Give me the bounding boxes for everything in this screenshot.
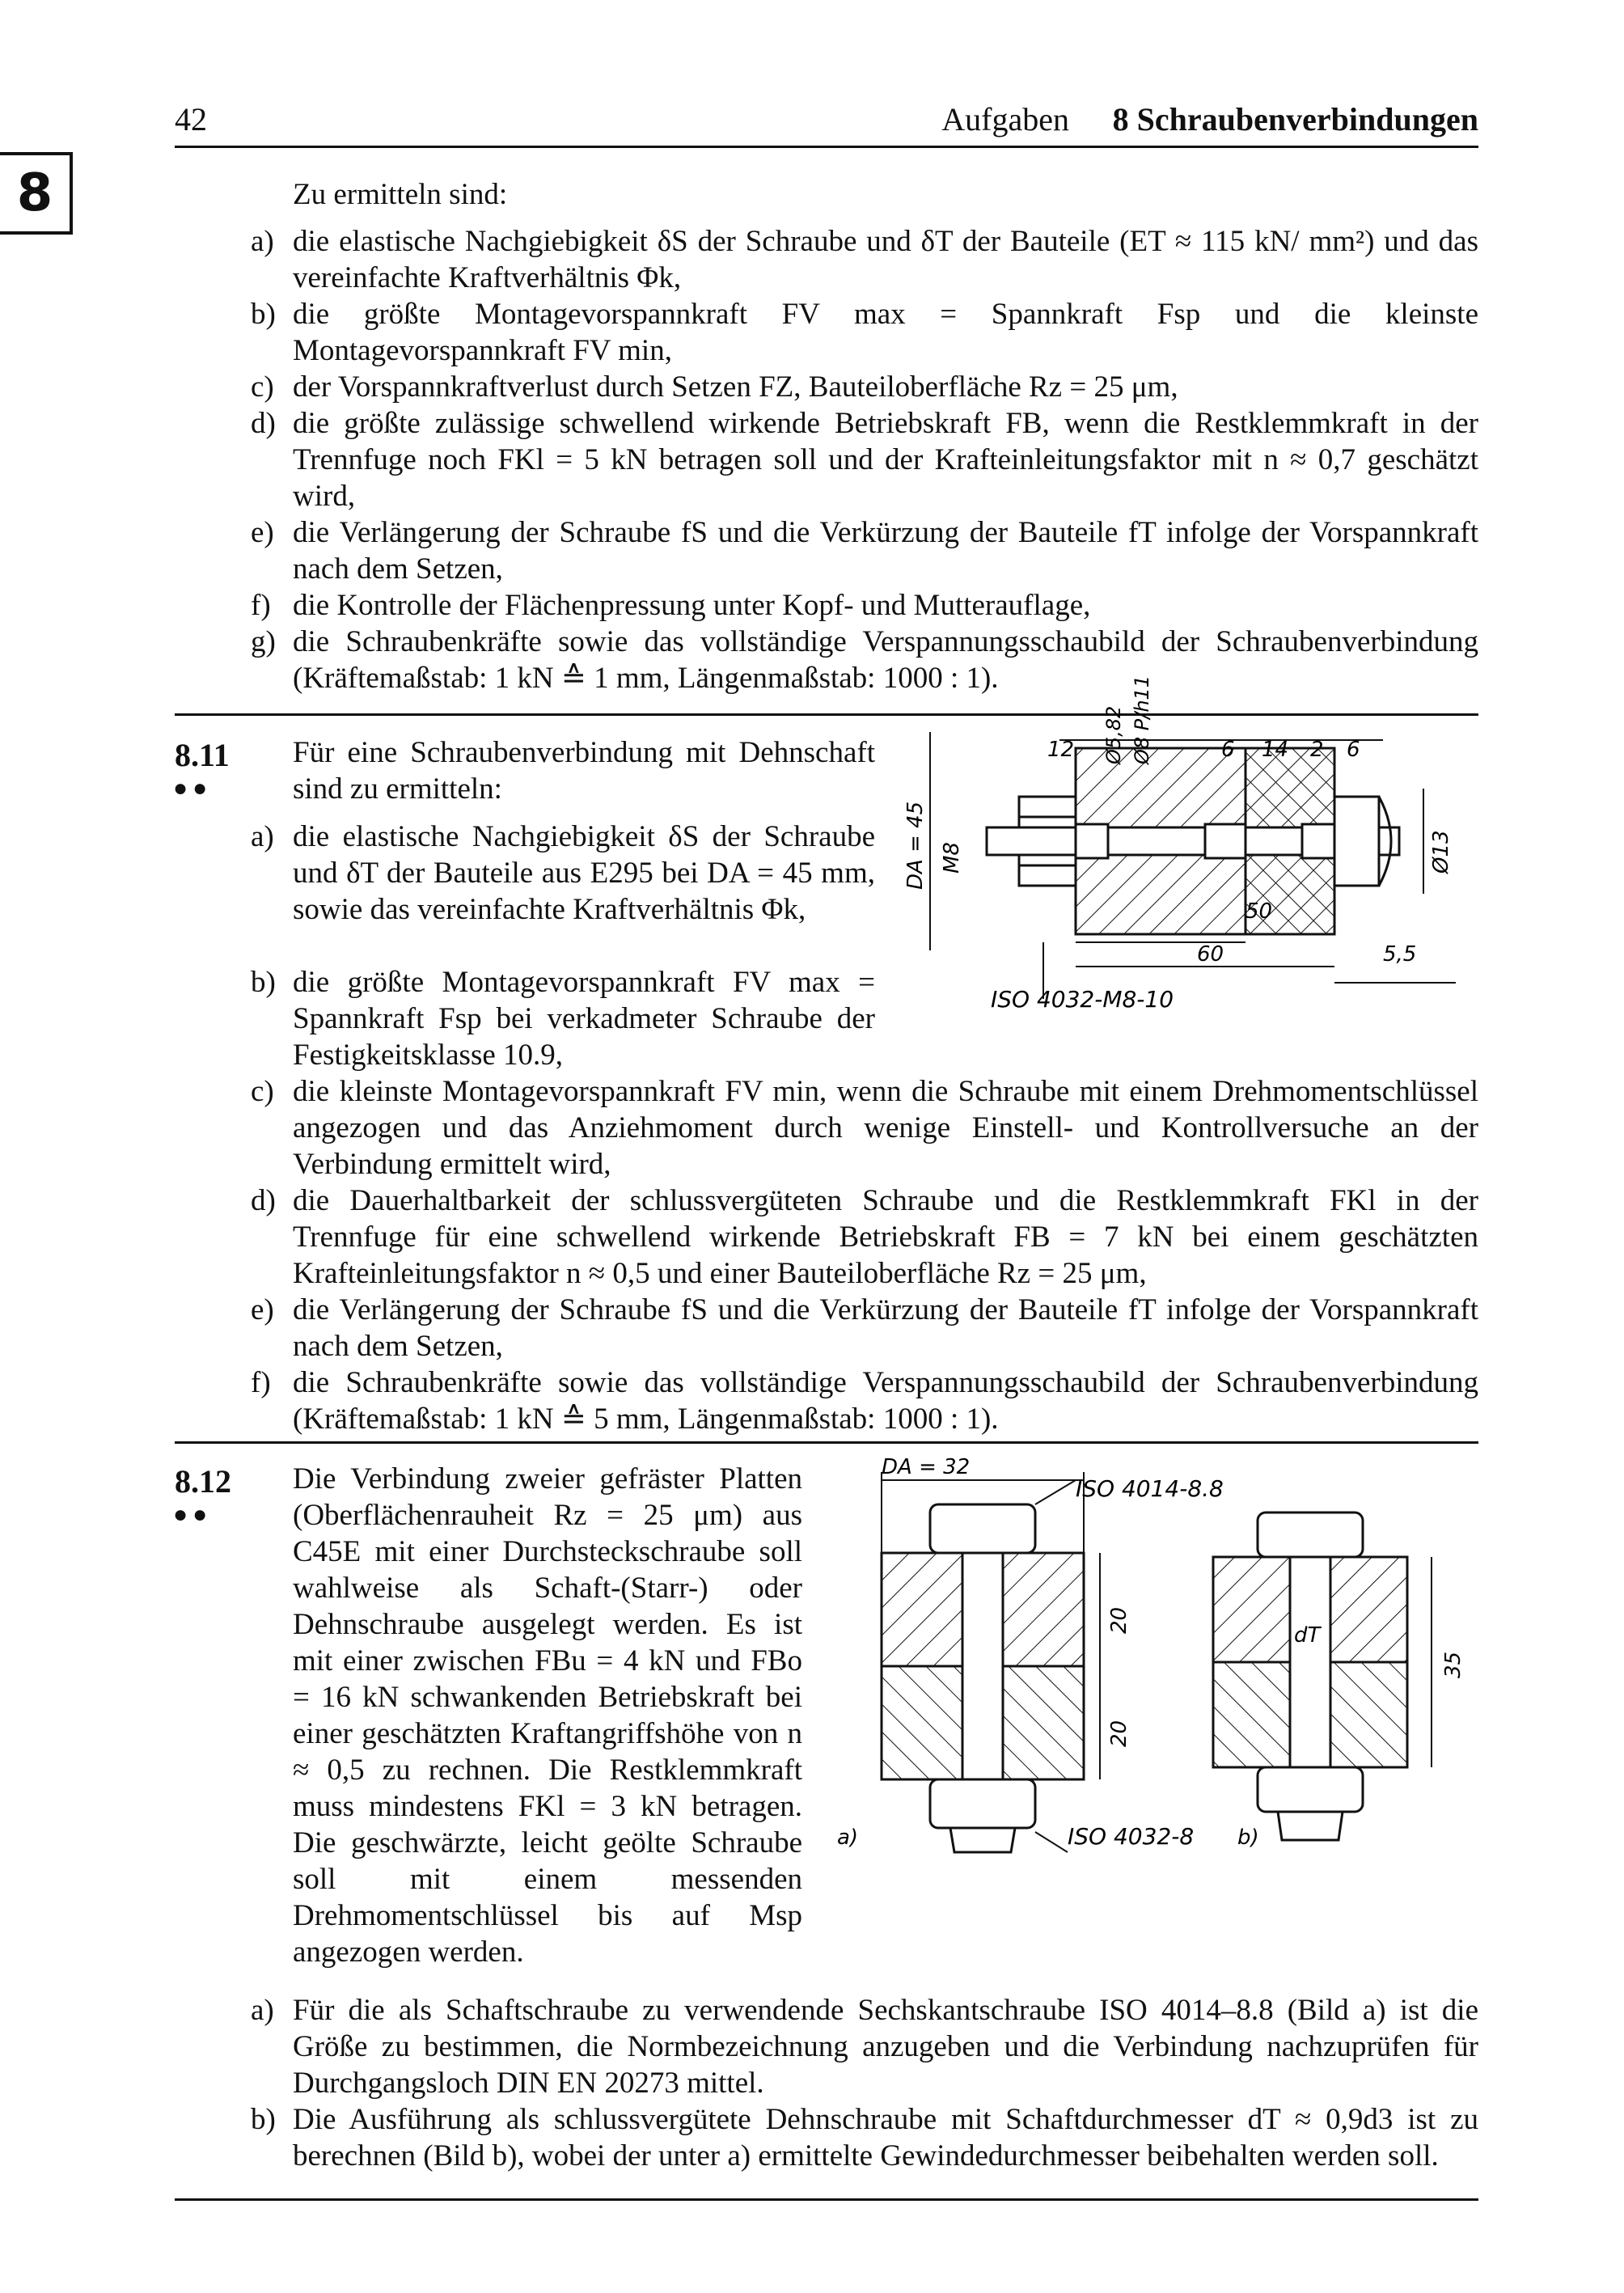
figure-label-a: a) [837,1826,859,1850]
intro-item-f: f) die Kontrolle der Flächenpressung unter Kopf- und Mutterauflage, [251,589,1091,622]
task811-item-e: e) die Verlängerung der Schraube fS und die Verkürzung der Bauteile fT infolge der Vorspannkraft nach dem Setzen, [251,1293,1478,1363]
bolt-drawing-811 [898,675,1480,1039]
dim-20-lower: 20 [1107,1720,1131,1747]
task811-item-a: a) die elastische Nachgiebigkeit δS der Schraube und δT der Bauteile aus E295 bei DA = 45 mm, sowie das vereinfachte Kraftverhältnis Φk, [251,820,875,926]
callout-bolt: ISO 4014-8.8 [1076,1475,1224,1502]
dim-da: DA = 45 [903,801,928,890]
dim-35: 35 [1441,1651,1465,1678]
intro-item-c: c) der Vorspannkraftverlust durch Setzen FZ, Bauteiloberfläche Rz = 25 μm, [251,370,1178,404]
intro-item-e: e) die Verlängerung der Schraube fS und die Verkürzung der Bauteile fT infolge der Vorspannkraft nach dem Setzen, [251,516,1478,586]
dim-6b: 6 [1347,738,1360,762]
chapter-tab: 8 [0,152,73,235]
dim-m8: M8 [940,842,964,874]
divider [175,713,1478,716]
task812-item-b: b) Die Ausführung als schlussvergütete Dehnschraube mit Schaftdurchmesser dT ≈ 0,9d3 ist zu berechnen (Bild b), wobei der unter a) ermittelte Gewindedurchmesser beibehalten werden soll. [251,2103,1478,2172]
task811-item-d: d) die Dauerhaltbarkeit der schlussvergüteten Schraube und die Restklemmkraft FKl in der Trennfuge für eine schwellend wirkende Betriebskraft FB = 7 kN bei einem geschätzten Krafteinleitungsfaktor n ≈ 0,5 und einer Bauteiloberfläche Rz = 25 μm, [251,1184,1478,1290]
intro-item-a: a) die elastische Nachgiebigkeit δS der Schraube und δT der Bauteile (ET ≈ 115 kN/ mm²) und das vereinfachte Kraftverhältnis Φk, [251,225,1478,294]
task-intro: Für eine Schraubenverbindung mit Dehnschaft sind zu ermitteln: [293,736,875,806]
dim-d8: Ø8 P/h11 [1131,675,1153,764]
intro-item-g: g) die Schraubenkräfte sowie das vollständige Verspannungsschaubild der Schraubenverbindung (Kräftemaßstab: 1 kN ≙ 1 mm, Längenmaßstab: 1000 : 1). [251,625,1478,695]
task-number: 8.12 [175,1463,231,1500]
page-header [175,97,1478,148]
divider [175,1441,1478,1444]
dim-d13: Ø13 [1429,830,1453,874]
dim-dt: dT [1294,1623,1321,1648]
header-section: Aufgaben [941,101,1069,137]
dim-5-5: 5,5 [1383,942,1417,967]
task-number: 8.11 [175,737,230,773]
callout-nut: ISO 4032-M8-10 [991,986,1174,1013]
intro-item-b: b) die größte Montagevorspannkraft FV max = Spannkraft Fsp und die kleinste Montagevorspannkraft FV min, [251,298,1478,367]
task812-item-a: a) Für die als Schaftschraube zu verwendende Sechskantschraube ISO 4014–8.8 (Bild a) ist die Größe zu bestimmen, die Normbezeichnung anzugeben und die Verbindung nachzuprüfen für Durchgangsloch DIN EN 20273 mittel. [251,1994,1478,2100]
dim-da: DA = 32 [882,1455,971,1479]
difficulty-dots: ●● [173,1501,213,1528]
dim-6a: 6 [1221,738,1235,762]
task811-item-b: b) die größte Montagevorspannkraft FV max = Spannkraft Fsp bei verkadmeter Schraube der Festigkeitsklasse 10.9, [251,966,875,1072]
dim-2: 2 [1310,738,1324,762]
page-number: 42 [175,101,207,137]
header-chapter: 8 Schraubenverbindungen [1112,101,1478,137]
dim-50: 50 [1245,899,1273,924]
dim-d582: Ø5,82 [1102,705,1125,764]
intro-item-d: d) die größte zulässige schwellend wirkende Betriebskraft FB, wenn die Restklemmkraft in der Trennfuge noch FKl = 5 kN betragen soll und der Krafteinleitungsfaktor mit n ≈ 0,7 geschätzt wird, [251,407,1478,513]
difficulty-dots: ●● [173,775,213,802]
dim-12: 12 [1047,738,1075,762]
dim-14: 14 [1262,738,1289,762]
dim-60: 60 [1197,942,1224,967]
task-intro: Die Verbindung zweier gefräster Platten (Oberflächenrauheit Rz = 25 μm) aus C45E mit einer Durchsteckschraube soll wahlweise als Schaft-(Starr-) oder Dehnschraube ausgelegt werden. Es ist mit einer zwischen FBu = 4 kN und FBo = 16 kN schwankenden Betriebskraft bei einer geschätzten Kraftangriffshöhe von n ≈ 0,5 zu rechnen. Die Restklemmkraft muss mindestens FKl = 3 kN betragen. Die geschwärzte, leicht geölte Schraube soll mit einem messenden Drehmomentschlüssel bis auf Msp angezogen werden. [293,1462,802,1969]
task811-item-c: c) die kleinste Montagevorspannkraft FV min, wenn die Schraube mit einem Drehmomentschlüssel angezogen und das Anziehmoment durch wenige Einstell- und Kontrollversuche an der Verbindung ermittelt wird, [251,1075,1478,1181]
task811-item-f: f) die Schraubenkräfte sowie das vollständige Verspannungsschaubild der Schraubenverbindung (Kräftemaßstab: 1 kN ≙ 5 mm, Längenmaßstab: 1000 : 1). [251,1366,1478,1436]
bolt-drawing-812 [833,1455,1480,1868]
callout-nut: ISO 4032-8 [1068,1823,1195,1850]
divider [175,2198,1478,2201]
dim-20-upper: 20 [1107,1606,1131,1634]
intro-title: Zu ermitteln sind: [293,178,508,211]
figure-label-b: b) [1237,1826,1259,1850]
